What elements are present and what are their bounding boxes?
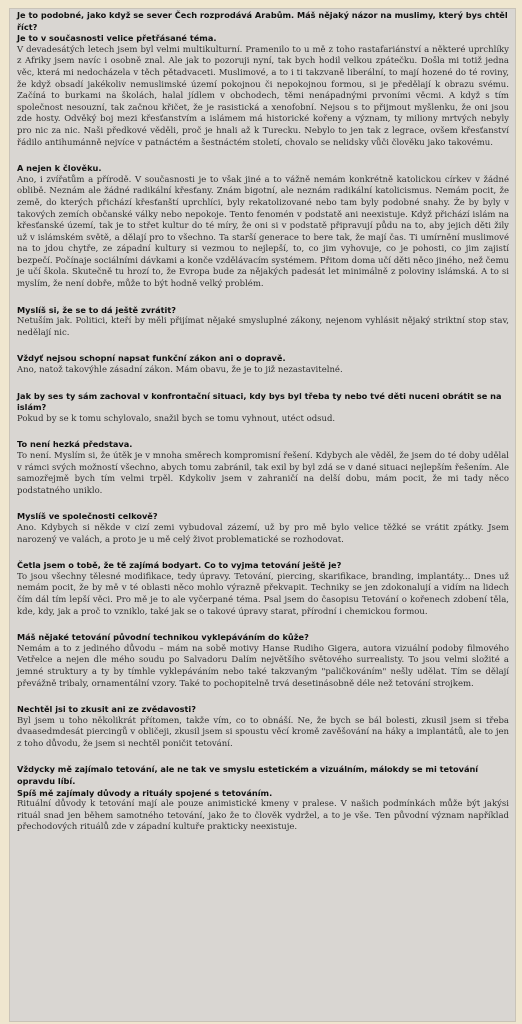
answer: Pokud by se k tomu schylovalo, snažil bych se tomu vyhnout, utéct odsud. xyxy=(17,413,336,424)
qa-block-4 xyxy=(17,353,509,376)
question: Myslíš si, že se to dá ještě zvrátit? xyxy=(17,304,177,315)
question: Četla jsem o tobě, že tě zajímá bodyart. Co to vyjma tetování ještě je? xyxy=(17,560,342,571)
answer: Ano. Kdybych si někde v cizí zemi vybudoval zázemí, už by pro mě bylo velice těžké se vrátit zpátky. Jsem narozený ve valách, a proto je u mě celý život problematické se rozhodovat. xyxy=(17,522,509,545)
question: To není hezká představa. xyxy=(17,439,133,450)
answer: Ano, natož takovýhle zásadní zákon. Mám obavu, že je to již nezastavitelné. xyxy=(17,365,343,376)
question: Vždycky mě zajímalo tetování, ale ne tak ve smyslu estetickém a vizuálním, málokdy se mi tetování opravdu líbí. Spíš mě zajímaly důvody a rituály spojené s tetováním. xyxy=(17,764,479,798)
answer: Nemám a to z jediného důvodu – mám na sobě motivy Hanse Rudiho Gigera, autora vizuální podoby filmového Vetřelce a nejen dle mého soudu po Salvadoru Dalím největšího světového surrealisty. To jsou velmi složité a jemné struktury a ty by tímhle vyklepáváním nebo také takzvaným "paličkováním" nešly udělat. Tím se dělají převážně tribaly, ornamentální vzory. Také to pochopitelně trvá desetinásobně déle než tetování strojkem. xyxy=(17,643,509,689)
answer: V devadesátých letech jsem byl velmi multikulturní. Pramenilo to u mě z toho rastafariánství a některé uprchlíky z Afriky jsem navíc i osobně znal. Ale jak to pozoruji nyní, tak bych hodil velkou zpátečku. Došla mi totiž jedna věc, která mi nedocházela v těch pětadvaceti. Muslimové, a to i ti takzvaně liberální, to mají hozené do té roviny, že když obsadí jakékoliv nemuslimské území pokojnou či nepokojnou formou, si je předělají k obrazu svému. Začíná to burkami na školách, halal jídlem v obchodech, těmi nenápadnými prvoními věcmi. A když s tím společnost nesouzní, tak začnou křičet, že je rasistická a xenofobní. Nejsou s to přijmout myšlenku, že oni jsou zde hosty. Odvěký boj mezi křesťanstvím a islámem má historické kořeny a význam, ty miliony mrtvých nebyly pro nic za nic. Naši předkové věděli, proč je hnali až k Turecku. Nebylo to jen tak z legrace, ovšem křesťanství řádilo antihumánně nejvíce v patnáctém a šestnáctém století, chovalo se nelidsky vůči člověku jako takovému. xyxy=(17,44,509,148)
answer: Ano, i zvířatům a přírodě. V současnosti je to však jiné a to vážně nemám konkrétně katolickou církev v žádné oblibě. Neznám ale žádné radikální křesťany. Znám bigotní, ale neznám radikální katolicismus. Nemám pocit, že země, do kterých přichází křesťanští uprchlíci, byly rekatolizované nebo tam byly podobné snahy. Že by byly v takových zemích občanské války nebo nepokoje. Tento fenomén v podstatě ani neexistuje. Když přichází islám na křesťanské území, tak je to střet kultur do té míry, že oni si v podstatě připravují půdu na to, aby jejich děti žily už v islámském světě, a dělají pro to všechno. Ta starší generace to bere tak, že mají čas. Ti umírnění muslimové na to jdou chytře, ze západní kultury si vezmou to nejlepší, to, co jim vyhovuje, co je pohosti, co jim zajistí bezpečí. Počínaje sociálními dávkami a konče vzdělávacím systémem. Přitom doma učí děti něco jiného, než čemu je učí škola. Skutečně tu hrozí to, že Evropa bude za nějakých padesát let minimálně z poloviny islámská. A to si myslím, že není dobře, může to být hodně velký problém. xyxy=(17,174,509,290)
qa-block-7 xyxy=(17,511,509,546)
qa-block-10 xyxy=(17,704,509,750)
question: Máš nějaké tetování původní technikou vyklepáváním do kůže? xyxy=(17,632,309,643)
question: Myslíš ve společnosti celkově? xyxy=(17,511,158,522)
question: Je to podobné, jako když se sever Čech rozprodává Arabům. Máš nějaký názor na muslimy, který bys chtěl říct? Je to v současnosti velice přetřásané téma. xyxy=(17,10,508,44)
qa-block-2 xyxy=(17,163,509,291)
qa-block-3 xyxy=(17,305,509,340)
answer: Rituální důvody k tetování mají ale pouze animistické kmeny v pralese. V našich podmínkách může být jakýsi rituál snad jen během samotného tetování, jako že to člověk vydržel, a to je vše. Ten původní význam například přechodových rituálů zde v západní kultuře prakticky neexistuje. xyxy=(17,799,509,833)
qa-block-1 xyxy=(17,10,509,149)
qa-block-6 xyxy=(17,439,509,497)
question: Vždyť nejsou schopní napsat funkční zákon ani o dopravě. xyxy=(17,353,286,364)
qa-block-5 xyxy=(17,391,509,426)
question: A nejen k člověku. xyxy=(17,163,102,174)
answer: To není. Myslím si, že útěk je v mnoha směrech kompromisní řešení. Kdybych ale věděl, že jsem do té doby udělal v rámci svých možností všechno, abych tomu zabránil, tak exil by byl zdá se v dané situaci nejlepším řešením. Ale samozřejmě bych tím velmi trpěl. Kdykoliv jsem v zahraničí na delší dobu, mám pocit, že mi tady něco podstatného uniklo. xyxy=(17,451,509,496)
question: Nechtěl jsi to zkusit ani ze zvědavosti? xyxy=(17,704,196,715)
answer: Byl jsem u toho několikrát přítomen, takže vím, co to obnáší. Ne, že bych se bál bolesti, zkusil jsem si třeba dvaasedmdesát piercingů v obličeji, zkusil jsem si spoustu věcí kromě zavěšování na háky a implantátů, ale to jen z toho důvodu, že jsem si nechtěl poničit tetování. xyxy=(17,715,509,749)
answer: Netuším jak. Politici, kteří by měli přijímat nějaké smysluplné zákony, nejenom vyhlásit nějaký striktní stop stav, nedělají nic. xyxy=(17,316,509,338)
answer: To jsou všechny tělesné modifikace, tedy úpravy. Tetování, piercing, skarifikace, branding, implantáty... Dnes už nemám pocit, že by mě v té oblasti něco mohlo výrazně překvapit. Techniky se jen zdokonalují a vidím na lidech čím dál tím lepší věci. Pro mě je to ale vyčerpané téma. Psal jsem do časopisu Tetování o kořenech zdobení těla, kde, kdy, jak a proč to vzniklo, také jak se o takové úpravy starat, přírodní i chemickou formou. xyxy=(17,571,509,617)
qa-block-11 xyxy=(17,764,509,834)
interview-panel xyxy=(9,8,516,1022)
qa-block-9 xyxy=(17,632,509,690)
qa-block-8 xyxy=(17,560,509,618)
question: Jak by ses ty sám zachoval v konfrontační situaci, kdy bys byl třeba ty nebo tvé děti nuceni obrátit se na islám? xyxy=(17,390,502,413)
